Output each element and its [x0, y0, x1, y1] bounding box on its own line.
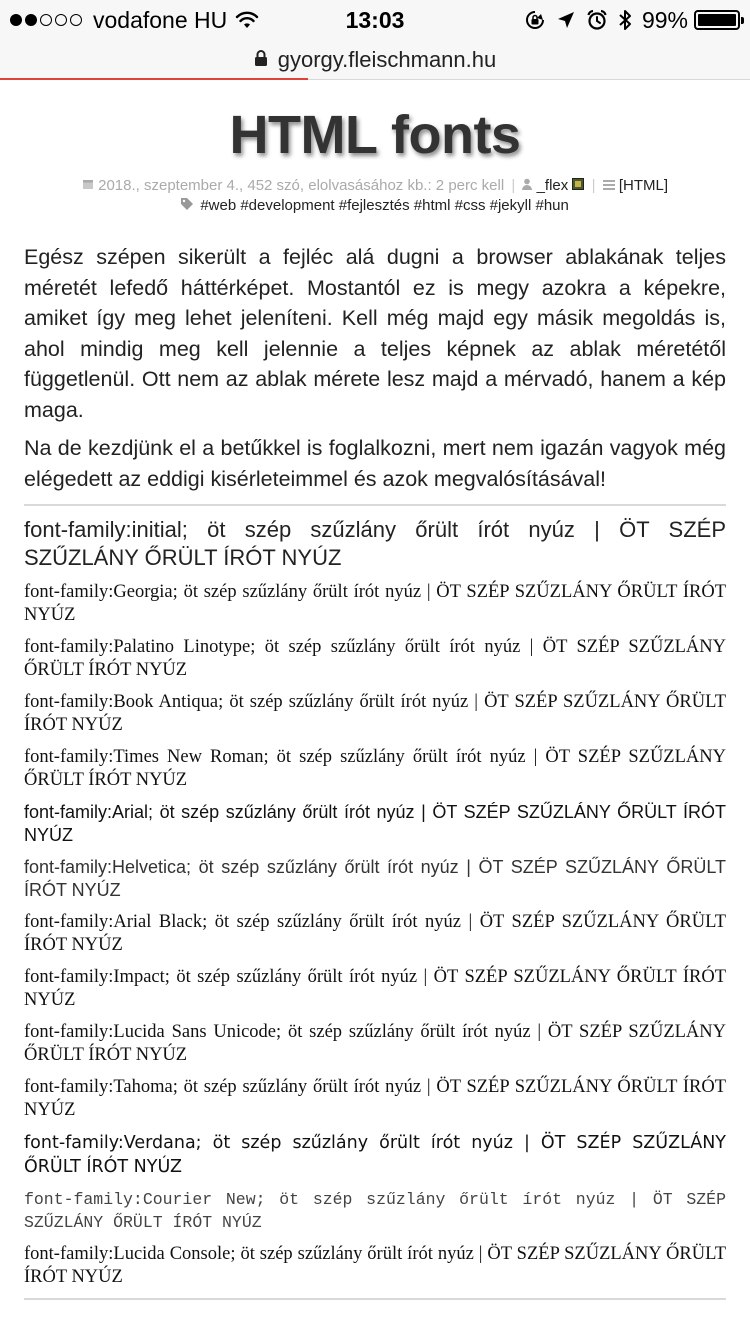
- location-arrow-icon: [556, 10, 576, 30]
- status-bar: [0, 0, 750, 40]
- font-sample-arial-black: font-family:Arial Black; öt szép szűzlány őrült írót nyúz | ÖT SZÉP SZŰZLÁNY ŐRÜLT ÍRÓT NYÚZ: [24, 912, 726, 955]
- author-avatar-icon: [572, 177, 588, 194]
- font-sample-times: font-family:Times New Roman; öt szép szűzlány őrült írót nyúz | ÖT SZÉP SZŰZLÁNY ŐRÜLT ÍRÓT NYÚZ: [24, 747, 726, 790]
- battery-nub: [741, 17, 744, 24]
- post-category[interactable]: [HTML]: [618, 177, 669, 194]
- post-author[interactable]: _flex: [536, 177, 569, 194]
- font-sample-book-antiqua: font-family:Book Antiqua; öt szép szűzlány őrült írót nyúz | ÖT SZÉP SZŰZLÁNY ŐRÜLT ÍRÓT NYÚZ: [24, 692, 726, 735]
- font-sample-impact: font-family:Impact; öt szép szűzlány őrült írót nyúz | ÖT SZÉP SZŰZLÁNY ŐRÜLT ÍRÓT NYÚZ: [24, 967, 726, 1010]
- lock-icon: [254, 47, 268, 73]
- meta-separator: |: [591, 177, 596, 194]
- clock: 13:03: [345, 7, 405, 33]
- user-icon: [522, 177, 536, 194]
- font-sample-lucida-console: font-family:Lucida Console; öt szép szűzlány őrült írót nyúz | ÖT SZÉP SZŰZLÁNY ŐRÜLT ÍRÓT NYÚZ: [24, 1244, 726, 1287]
- post-meta: [24, 176, 726, 196]
- font-sample-courier: font-family:Courier New; öt szép szűzlány őrült írót nyúz | ÖT SZÉP SZŰZLÁNY ŐRÜLT ÍRÓT NYÚZ: [24, 1190, 726, 1232]
- font-sample-arial: font-family:Arial; öt szép szűzlány őrült írót nyúz | ÖT SZÉP SZŰZLÁNY ŐRÜLT ÍRÓT NYÚZ: [24, 802, 726, 845]
- post-info: 2018., szeptember 4., 452 szó, elolvasásához kb.: 2 perc kell: [98, 177, 505, 194]
- address-bar[interactable]: [0, 40, 750, 80]
- battery-percent: 99%: [641, 6, 688, 33]
- bluetooth-icon: [618, 8, 632, 32]
- tag-list[interactable]: #web #development #fejlesztés #html #css #jekyll #hun: [200, 197, 569, 214]
- font-sample-tahoma: font-family:Tahoma; öt szép szűzlány őrült írót nyúz | ÖT SZÉP SZŰZLÁNY ŐRÜLT ÍRÓT NYÚZ: [24, 1077, 726, 1120]
- article: [24, 80, 726, 1300]
- status-bar-right: [514, 6, 740, 34]
- intro-paragraph: Egész szépen sikerült a fejléc alá dugni a browser ablakának teljes méretét lefedő háttérképet. Mostantól ez is megy azokra a képekre, amiket így meg lehet jeleníteni. Kell még majd egy másik megoldás is, ahol mindig meg kell jelennie a teljes képnek az ablak méretétől függetlenül. Ott nem az ablak mérete lesz majd a mérvadó, hanem a kép maga.: [24, 245, 726, 422]
- font-sample-palatino: font-family:Palatino Linotype; öt szép szűzlány őrült írót nyúz | ÖT SZÉP SZŰZLÁNY ŐRÜLT ÍRÓT NYÚZ: [24, 637, 726, 680]
- meta-separator: |: [511, 177, 516, 194]
- font-samples: [24, 516, 726, 1289]
- battery-fill: [698, 14, 736, 26]
- list-icon: [603, 177, 619, 194]
- intro-paragraph: Na de kezdjünk el a betűkkel is foglalkozni, mert nem igazán vagyok még elégedett az eddigi kisérleteimmel és azok megvalósításával!: [24, 436, 726, 491]
- url-text[interactable]: gyorgy.fleischmann.hu: [277, 46, 497, 72]
- font-sample-georgia: font-family:Georgia; öt szép szűzlány őrült írót nyúz | ÖT SZÉP SZŰZLÁNY ŐRÜLT ÍRÓT NYÚZ: [24, 582, 726, 625]
- alarm-icon: [586, 9, 608, 31]
- rotation-lock-icon: [524, 9, 546, 31]
- post-intro: [24, 242, 726, 494]
- font-sample-lucida-sans: font-family:Lucida Sans Unicode; öt szép szűzlány őrült írót nyúz | ÖT SZÉP SZŰZLÁNY ŐRÜLT ÍRÓT NYÚZ: [24, 1022, 726, 1065]
- font-sample-initial: font-family:initial; öt szép szűzlány őrült írót nyúz | ÖT SZÉP SZŰZLÁNY ŐRÜLT ÍRÓT NYÚZ: [24, 517, 726, 570]
- calendar-icon: [82, 177, 98, 194]
- tag-icon: [181, 197, 197, 214]
- carrier-name: vodafone HU: [93, 6, 228, 33]
- divider: [24, 504, 726, 506]
- divider: [24, 1298, 726, 1300]
- font-sample-helvetica: font-family:Helvetica; öt szép szűzlány őrült írót nyúz | ÖT SZÉP SZŰZLÁNY ŐRÜLT ÍRÓT NYÚZ: [24, 857, 726, 900]
- post-tags: [24, 196, 726, 216]
- font-sample-verdana: font-family:Verdana; öt szép szűzlány őrült írót nyúz | ÖT SZÉP SZŰZLÁNY ŐRÜLT ÍRÓT NYÚZ: [24, 1133, 726, 1177]
- battery-icon: [694, 10, 740, 30]
- page-title: HTML fonts: [229, 105, 521, 165]
